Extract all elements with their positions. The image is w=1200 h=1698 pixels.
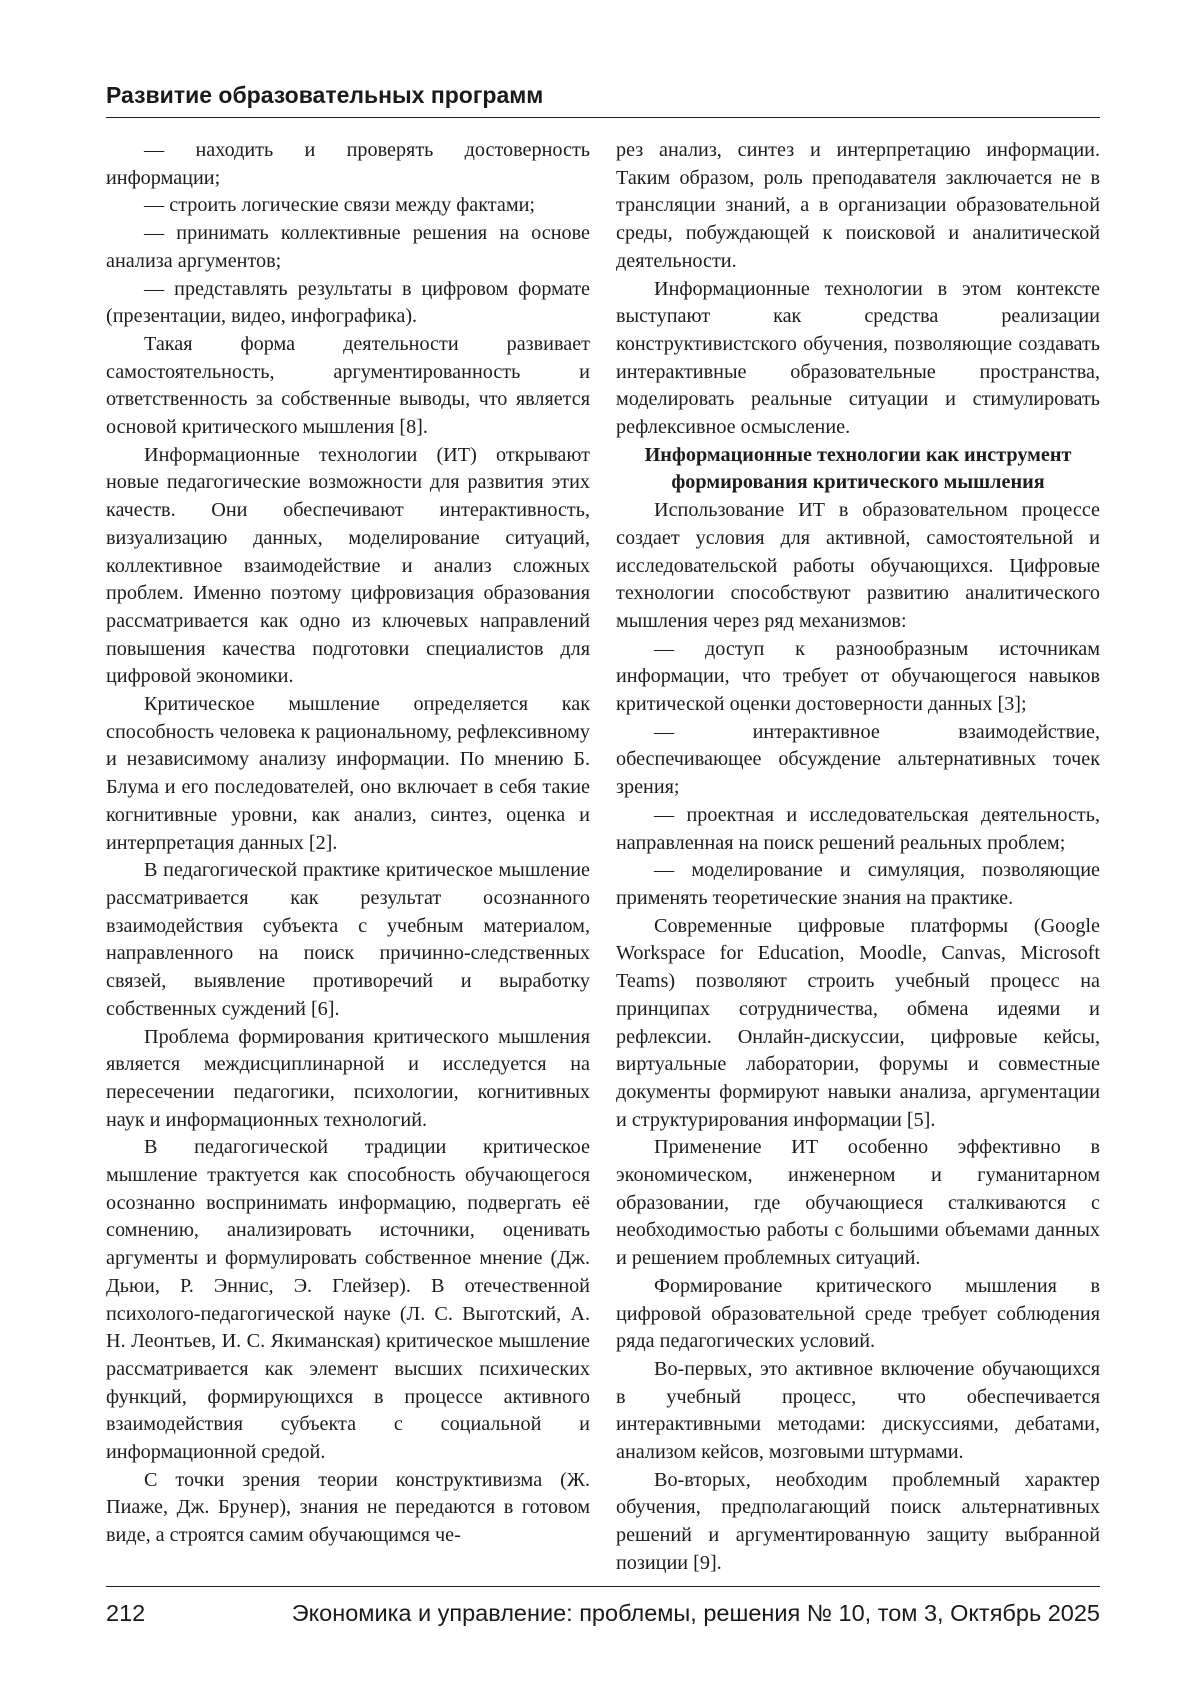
paragraph: Критическое мышление определяется как способность человека к рациональному, рефлексивному и независимому анализу информации. По мнению Б. Блума и его последователей, оно включает в себя такие когнитивные уровни, как анализ, синтез, оценка и интерпретация данных [2]. <box>106 693 590 854</box>
list-item: — моделирование и симуляция, позволяющие применять теоретические знания на практике. <box>616 859 1100 909</box>
page-number: 212 <box>106 1600 146 1626</box>
paragraph: Во-вторых, необходим проблемный характер обучения, предполагающий поиск альтернативных решений и аргументированную защиту выбранной позиции [9]. <box>616 1468 1100 1574</box>
list-item: — строить логические связи между фактами; <box>144 194 536 217</box>
paragraph: С точки зрения теории конструктивизма (Ж. Пиаже, Дж. Брунер), знания не передаются в готовом виде, а строятся самим обучающимся че- <box>106 1468 590 1547</box>
list-item: — принимать коллективные решения на основе анализа аргументов; <box>106 222 590 272</box>
paragraph: Во-первых, это активное включение обучающихся в учебный процесс, что обеспечивается интерактивными методами: дискуссиями, дебатами, анализом кейсов, мозговыми штурмами. <box>616 1357 1100 1464</box>
paragraph: Информационные технологии в этом контексте выступают как средства реализации конструктивистского обучения, позволяющие создавать интерактивные образовательные пространства, моделировать реальные ситуации и стимулировать рефлексивное осмысление. <box>616 277 1100 439</box>
list-item: — доступ к разнообразным источникам информации, что требует от обучающегося навыков критической оценки достоверности данных [3]; <box>616 637 1100 716</box>
paragraph: Информационные технологии (ИТ) открывают новые педагогические возможности для развития этих качеств. Они обеспечивают интерактивность, визуализацию данных, моделирование ситуаций, коллективное взаимодействие и анализ сложных проблем. Именно поэтому цифровизация образования рассматривается как одно из ключевых направлений повышения качества подготовки специалистов для цифровой экономики. <box>106 443 590 688</box>
list-item: — находить и проверять достоверность информации; <box>106 139 590 189</box>
paragraph: Современные цифровые платформы (Google Workspace for Education, Moodle, Canvas, Microsoft Teams) позволяют строить учебный процесс на принципах сотрудничества, обмена идеями и рефлексии. Онлайн-дискуссии, цифровые кейсы, виртуальные лаборатории, форумы и совместные документы формируют навыки анализа, аргументации и структурирования информации [5]. <box>616 914 1100 1131</box>
paragraph: Использование ИТ в образовательном процессе создает условия для активной, самостоятельной и исследовательской работы обучающихся. Цифровые технологии способствуют развитию аналитического мышления через ряд механизмов: <box>616 499 1100 632</box>
section-heading: Информационные технологии как инструмент формирования критического мышления <box>644 443 1072 494</box>
paragraph: В педагогической традиции критическое мышление трактуется как способность обучающегося осознанно воспринимать информацию, подвергать её сомнению, анализировать источники, оценивать аргументы и формулировать собственное мнение (Дж. Дьюи, Р. Эннис, Э. Глейзер). В отечественной психолого-педагогической науке (Л. С. Выготский, А. Н. Леонтьев, И. С. Якиманская) критическое мышление рассматривается как элемент высших психических функций, формирующихся в процессе активного взаимодействия субъекта с социальной и информационной средой. <box>106 1136 590 1464</box>
paragraph: В педагогической практике критическое мышление рассматривается как результат осознанного взаимодействия субъекта с учебным материалом, направленного на поиск причинно-следственных связей, выявление противоречий и выработку собственных суждений [6]. <box>106 859 590 1020</box>
running-header <box>106 82 1100 118</box>
list-item: — проектная и исследовательская деятельность, направленная на поиск решений реальных проблем; <box>616 803 1100 854</box>
list-item: — представлять результаты в цифровом формате (презентации, видео, инфографика). <box>106 277 590 328</box>
right-column <box>616 137 1100 1578</box>
list-item: — интерактивное взаимодействие, обеспечивающее обсуждение альтернативных точек зрения; <box>616 720 1100 799</box>
paragraph: Применение ИТ особенно эффективно в экономическом, инженерном и гуманитарном образовании, где обучающиеся сталкиваются с необходимостью работы с большими объемами данных и решением проблемных ситуаций. <box>616 1136 1100 1270</box>
footer-divider <box>106 1586 1100 1587</box>
section-title: Развитие образовательных программ <box>106 82 544 108</box>
left-column <box>106 137 590 1550</box>
paragraph: Проблема формирования критического мышления является междисциплинарной и исследуется на пересечении педагогики, психологии, когнитивных наук и информационных технологий. <box>106 1025 590 1131</box>
journal-citation: Экономика и управление: проблемы, решения № 10, том 3, Октябрь 2025 <box>291 1600 1100 1626</box>
paragraph-continuation: рез анализ, синтез и интерпретацию информации. Таким образом, роль преподавателя заключается не в трансляции знаний, а в организации образовательной среды, побуждающей к поисковой и аналитической деятельности. <box>616 139 1100 272</box>
running-footer <box>106 1600 1100 1634</box>
paragraph: Такая форма деятельности развивает самостоятельность, аргументированность и ответственность за собственные выводы, что является основой критического мышления [8]. <box>106 332 590 439</box>
paragraph: Формирование критического мышления в цифровой образовательной среде требует соблюдения ряда педагогических условий. <box>616 1274 1100 1353</box>
